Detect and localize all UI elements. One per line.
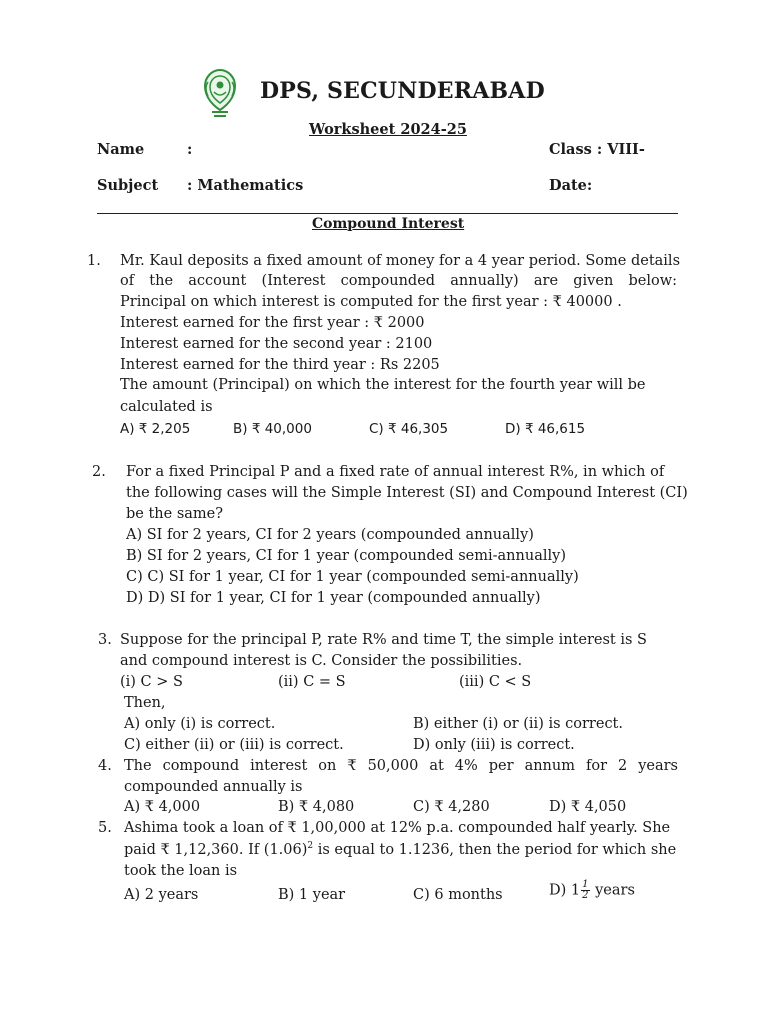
- q2-line: For a fixed Principal P and a fixed rate of annual interest R%, in which of: [126, 464, 665, 480]
- topic-title: Compound Interest: [312, 216, 465, 232]
- q1-line: Interest earned for the second year : 2100: [120, 336, 433, 352]
- q2-line: be the same?: [126, 506, 224, 522]
- q5-line: Ashima took a loan of ₹ 1,00,000 at 12% p.a. compounded half yearly. She: [124, 820, 671, 836]
- q5-line-part: is equal to 1.1236, then the period for which she: [313, 842, 677, 858]
- q3-option-c: C) either (ii) or (iii) is correct.: [124, 737, 344, 753]
- q2-option-a: A) SI for 2 years, CI for 2 years (compounded annually): [126, 527, 534, 543]
- q5-line-part: paid ₹ 1,12,360. If (1.06): [124, 842, 308, 858]
- name-colon: :: [187, 141, 193, 158]
- q5-number: 5.: [98, 820, 112, 836]
- q3-option-a: A) only (i) is correct.: [124, 716, 276, 732]
- q5-option-c: C) 6 months: [413, 887, 503, 903]
- class-label: Class : VIII-: [549, 141, 645, 158]
- q3-possibility-i: (i) C > S: [120, 674, 183, 690]
- q1-line: Mr. Kaul deposits a fixed amount of money for a 4 year period. Some details: [120, 253, 681, 269]
- q2-option-c: C) C) SI for 1 year, CI for 1 year (compounded semi-annually): [126, 569, 579, 585]
- q4-option-a: A) ₹ 4,000: [124, 799, 201, 815]
- q1-option-a: A) ₹ 2,205: [120, 421, 191, 437]
- q2-option-b: B) SI for 2 years, CI for 1 year (compounded semi-annually): [126, 548, 566, 564]
- fraction-numerator: 1: [582, 879, 589, 890]
- q5-option-d-suffix: years: [590, 882, 635, 899]
- q4-line: compounded annually is: [124, 779, 303, 795]
- q1-line: Interest earned for the third year : Rs 2205: [120, 357, 440, 373]
- q1-option-b: B) ₹ 40,000: [233, 421, 312, 437]
- q1-line: Principal on which interest is computed for the first year : ₹ 40000 .: [120, 294, 622, 310]
- q2-option-d: D) D) SI for 1 year, CI for 1 year (compounded annually): [126, 590, 541, 606]
- q1-line: calculated is: [120, 399, 213, 415]
- q4-line: The compound interest on ₹ 50,000 at 4% per annum for 2 years: [124, 758, 678, 774]
- q2-line: the following cases will the Simple Interest (SI) and Compound Interest (CI): [126, 485, 688, 501]
- school-name: DPS, SECUNDERABAD: [260, 78, 545, 104]
- header-divider: [97, 213, 678, 214]
- q5-option-d-prefix: D) 1: [549, 882, 581, 899]
- fraction-denominator: 2: [582, 890, 589, 901]
- q3-line: and compound interest is C. Consider the possibilities.: [120, 653, 523, 669]
- q1-line: Interest earned for the first year : ₹ 2000: [120, 315, 425, 331]
- subject-label: Subject: [97, 177, 159, 194]
- q1-line: of the account (Interest compounded annually) are given below:: [120, 273, 677, 289]
- q1-number: 1.: [87, 253, 101, 269]
- q3-option-d: D) only (iii) is correct.: [413, 737, 575, 753]
- subject-value: : Mathematics: [187, 177, 304, 194]
- q2-number: 2.: [92, 464, 106, 480]
- q5-exponent: 2: [307, 841, 314, 852]
- q1-option-d: D) ₹ 46,615: [505, 421, 586, 437]
- q5-option-b: B) 1 year: [278, 887, 346, 903]
- q3-possibility-ii: (ii) C = S: [278, 674, 346, 690]
- q5-line: took the loan is: [124, 863, 238, 879]
- q4-option-d: D) ₹ 4,050: [549, 799, 627, 815]
- worksheet-title: Worksheet 2024-25: [309, 121, 467, 138]
- q3-then: Then,: [124, 695, 166, 711]
- q3-line: Suppose for the principal P, rate R% and time T, the simple interest is S: [120, 632, 647, 648]
- q4-option-b: B) ₹ 4,080: [278, 799, 355, 815]
- q5-option-a: A) 2 years: [124, 887, 199, 903]
- q1-option-c: C) ₹ 46,305: [369, 421, 449, 437]
- mixed-fraction: [581, 880, 589, 901]
- q3-option-b: B) either (i) or (ii) is correct.: [413, 716, 623, 732]
- q5-option-d: [549, 880, 635, 901]
- school-logo: [202, 68, 238, 120]
- q1-line: The amount (Principal) on which the interest for the fourth year will be: [120, 377, 646, 393]
- q5-line: [124, 842, 676, 858]
- q3-possibility-iii: (iii) C < S: [459, 674, 532, 690]
- q4-number: 4.: [98, 758, 112, 774]
- date-label: Date:: [549, 177, 593, 194]
- name-label: Name: [97, 141, 145, 158]
- q4-option-c: C) ₹ 4,280: [413, 799, 490, 815]
- q3-number: 3.: [98, 632, 112, 648]
